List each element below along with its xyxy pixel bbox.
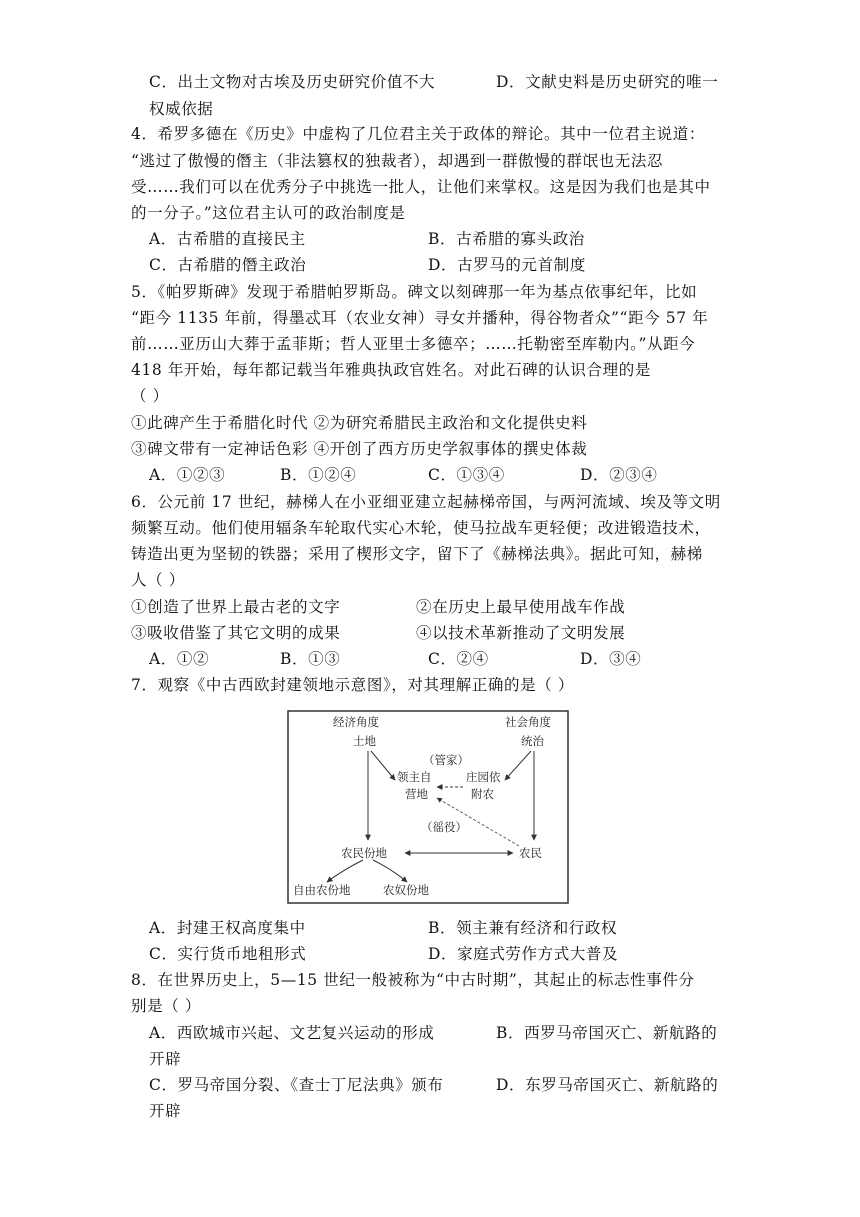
diagram-corvee: （徭役） [421,820,467,834]
q8-option-a: A．西欧城市兴起、文艺复兴运动的形成 [149,1024,435,1042]
q6-item-1: ①创造了世界上最古老的文字 [131,598,341,616]
q6-stem-line-2: 频繁互动。他们使用辐条车轮取代实心木轮，使马拉战车更轻便；改进锻造技术， [131,519,711,537]
diagram-social-label: 社会角度 [505,715,551,729]
q7-option-c: C．实行货币地租形式 [149,945,307,963]
q8-option-b: B．西罗马帝国灭亡、新航路的 [496,1024,718,1042]
q6-option-c: C．②④ [428,650,489,668]
q4-stem-line-4: 的一分子。”这位君主认可的政治制度是 [131,204,406,222]
diagram-demesne-2: 营地 [405,787,428,801]
q4-option-d: D．古罗马的元首制度 [428,256,586,274]
diagram-econ-label: 经济角度 [333,715,379,729]
q8-stem-line-1: 8．在世界历史上，5—15 世纪一般被称为“中古时期”，其起止的标志性事件分 [131,971,695,989]
diagram-serf-land: 农奴份地 [383,883,429,897]
q5-stem-line-2: “距今 1135 年前，得墨忒耳（农业女神）寻女并播种，得谷物者众”“距今 57 年 [131,309,709,327]
q5-stem-line-1: 5．《帕罗斯碑》发现于希腊帕罗斯岛。碑文以刻碑那一年为基点依事纪年，比如 [131,283,698,301]
q6-stem-line-1: 6．公元前 17 世纪，赫梯人在小亚细亚建立起赫梯帝国，与两河流域、埃及等文明 [131,493,721,511]
diagram-land: 土地 [353,734,376,748]
q6-option-b: B．①③ [280,650,341,668]
q4-option-a: A．古希腊的直接民主 [149,230,306,248]
diagram-serf-1: 庄园依 [466,770,501,784]
q8-option-d: D．东罗马帝国灭亡、新航路的 [496,1076,719,1094]
diagram-free-land: 自由农份地 [293,883,351,897]
q3-option-c: C．出土文物对古埃及历史研究价值不大 [149,73,436,91]
q8-option-b-cont: 开辟 [149,1050,182,1068]
q5-option-a: A．①②③ [149,466,226,484]
q5-item-line-2: ③碑文带有一定神话色彩 ④开创了西方历史学叙事体的撰史体裁 [131,440,588,458]
q7-option-b: B．领主兼有经济和行政权 [428,919,618,937]
q8-stem-line-2: 别是（ ） [131,997,201,1015]
q4-stem-line-3: 受……我们可以在优秀分子中挑选一批人，让他们来掌权。这是因为我们也是其中 [131,178,711,196]
diagram-serf-2: 附农 [471,787,494,801]
diagram-rule: 统治 [521,734,544,748]
q6-stem-line-3: 铸造出更为坚韧的铁器；采用了楔形文字，留下了《赫梯法典》。据此可知，赫梯 [131,545,703,563]
q3-option-d-cont: 权威依据 [149,100,214,118]
diagram-peasant: 农民 [519,846,542,860]
diagram-demesne-1: 领主自 [397,770,432,784]
q6-item-2: ②在历史上最早使用战车作战 [416,598,626,616]
q6-option-d: D．③④ [580,650,642,668]
q8-option-c: C．罗马帝国分裂、《查士丁尼法典》颁布 [149,1076,444,1094]
q6-item-4: ④以技术革新推动了文明发展 [416,624,626,642]
q4-option-b: B．古希腊的寡头政治 [428,230,585,248]
diagram-steward: （管家） [423,753,469,767]
q5-option-c: C．①③④ [428,466,505,484]
q6-stem-line-4: 人（ ） [131,571,185,589]
q4-stem-line-2: “逃过了傲慢的僭主（非法篡权的独裁者），却遇到一群傲慢的群氓也无法忍 [131,152,664,170]
feudal-manor-diagram [287,710,569,904]
q5-option-d: D．②③④ [580,466,658,484]
q7-stem: 7．观察《中古西欧封建领地示意图》，对其理解正确的是（ ） [131,676,574,694]
q8-option-d-cont: 开辟 [149,1102,182,1120]
q7-option-a: A．封建王权高度集中 [149,919,306,937]
q4-stem-line-1: 4．希罗多德在《历史》中虚构了几位君主关于政体的辩论。其中一位君主说道： [131,125,705,143]
q5-option-b: B．①②④ [280,466,357,484]
q5-item-line-1: ①此碑产生于希腊化时代 ②为研究希腊民主政治和文化提供史料 [131,414,588,432]
q7-option-d: D．家庭式劳作方式大普及 [428,945,619,963]
q4-option-c: C．古希腊的僭主政治 [149,256,307,274]
q6-item-3: ③吸收借鉴了其它文明的成果 [131,624,341,642]
q5-stem-line-3: 前……亚历山大葬于孟菲斯；哲人亚里士多德卒；……托勒密至库勒内。”从距今 [131,335,696,353]
q6-option-a: A．①② [149,650,210,668]
q3-option-d: D．文献史料是历史研究的唯一 [496,73,719,91]
q5-answer-blank: （ ） [131,387,169,405]
diagram-peasant-land: 农民份地 [341,846,387,860]
q5-stem-line-4: 418 年开始，每年都记载当年雅典执政官姓名。对此石碑的认识合理的是 [131,361,651,379]
